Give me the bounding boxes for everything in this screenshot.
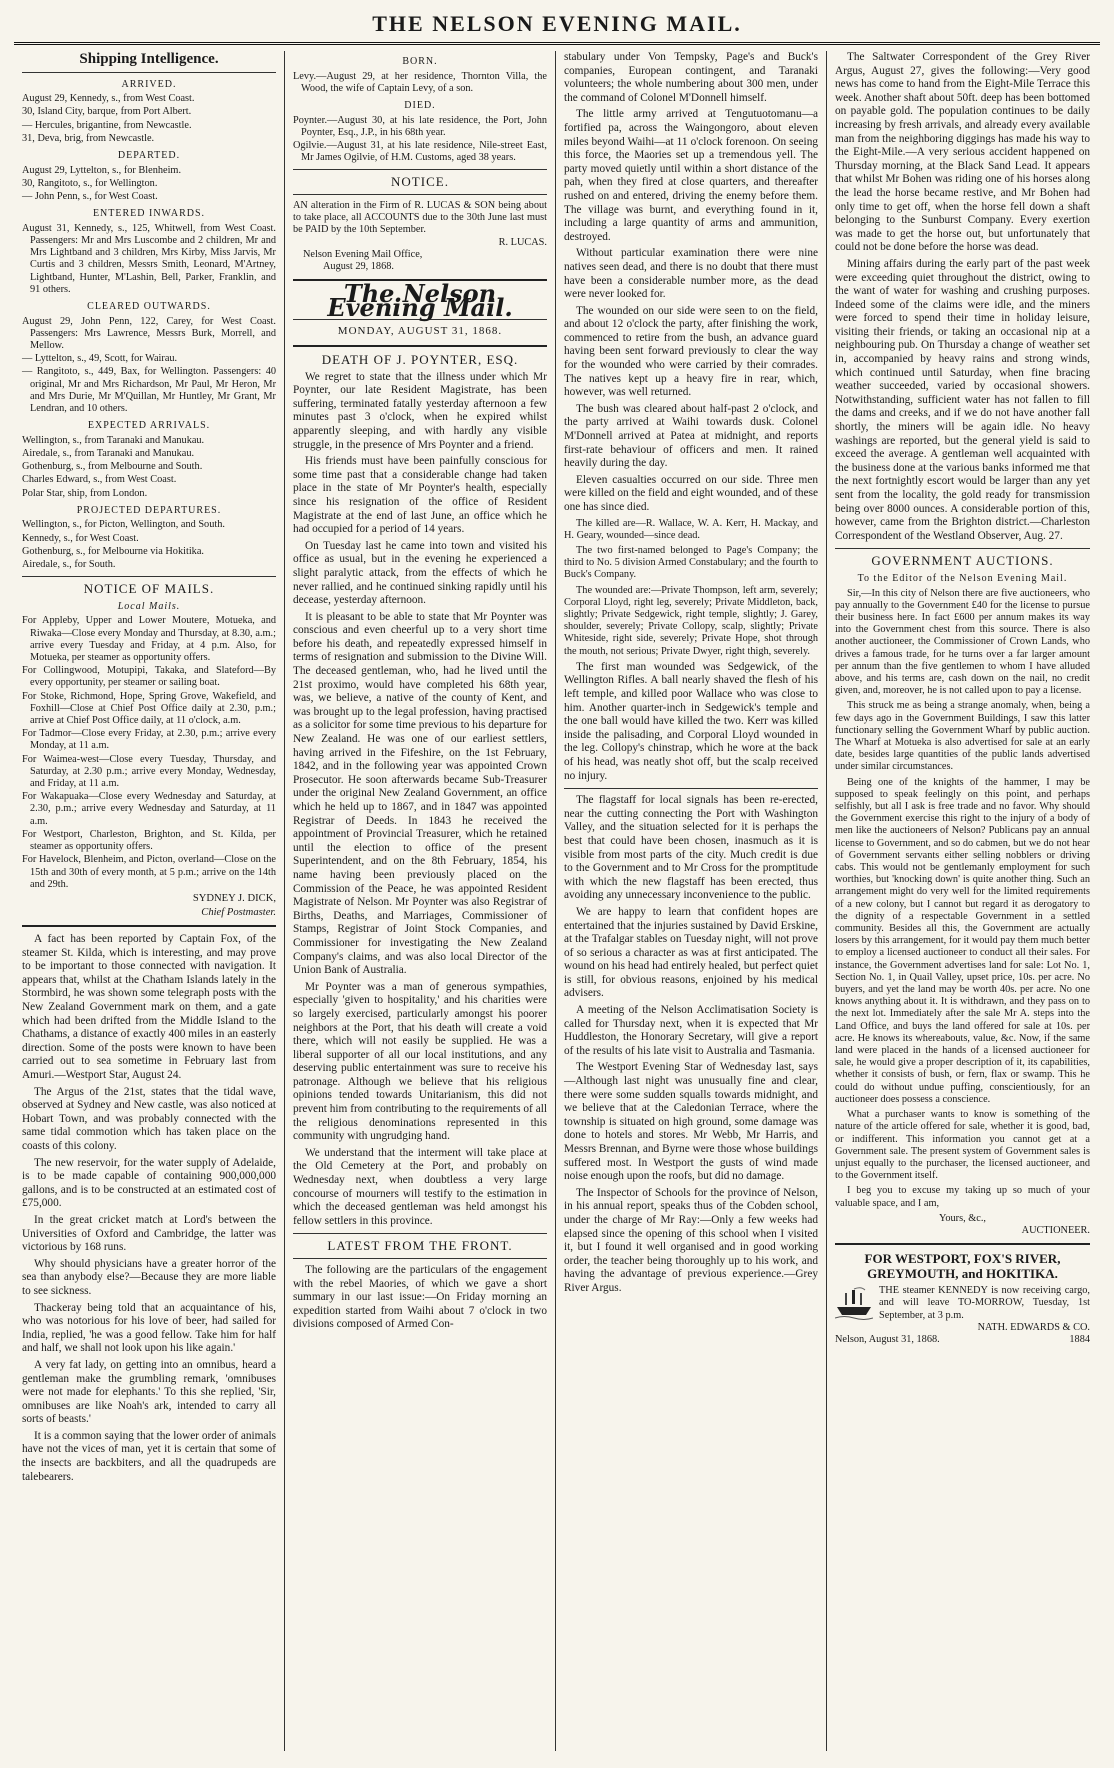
masthead: THE NELSON EVENING MAIL.: [372, 11, 742, 36]
column-3: [556, 51, 827, 1751]
expected-list: [22, 435, 276, 500]
paragraph: Eleven casualties occurred on our side. Three men were killed on the field and eight wounded, and of these one has since died.: [564, 473, 818, 513]
divider: [293, 1233, 547, 1234]
mails-title: NOTICE OF MAILS.: [83, 581, 215, 597]
divider: [293, 194, 547, 195]
died-entry: Ogilvie.—August 31, at his late residence, Nile-street East, Mr James Ogilvie, of H.M. Customs, aged 38 years.: [293, 140, 547, 164]
paragraph: The following are the particulars of the engagement with the rebel Maories, of which we gave a short summary in our last issue:—On Friday morning an expedition started from Waihi about 7 o'clock in two divisions composed of Armed Con-: [293, 1264, 547, 1331]
arrived-list: [22, 93, 276, 145]
list-item: 31, Deva, brig, from Newcastle.: [22, 132, 155, 144]
list-item: Gothenburg, s., from Melbourne and South.: [22, 461, 203, 473]
mails-signature: SYDNEY J. DICK,: [192, 892, 276, 904]
paragraph: Why should physicians have a greater horror of the sea than anybody else?—Because they are more liable to see sickness.: [22, 1257, 276, 1297]
casualty-list: The killed are—R. Wallace, W. A. Kerr, H. Mackay, and H. Geary, wounded—since dead.: [564, 517, 818, 541]
list-item: Gothenburg, s., for Melbourne via Hokitika.: [22, 545, 204, 557]
paragraph: A fact has been reported by Captain Fox, of the steamer St. Kilda, which is interesting, and may prove to be important to those connected with navigation. It appears that, whilst at the Chatham Islands lately in the Stormbird, he was shown some telegraph posts with the New Zealand Government mark on them, and a gate which had been drifted from the Middle Island to the Chathams, a distance of exactly 400 miles in an easterly direction. Some of the posts were known to have been carried out to sea sometime in February last from Amuri.—Westport Star, August 24.: [22, 933, 276, 1082]
projected-title: PROJECTED DEPARTURES.: [76, 504, 222, 516]
list-item: Polar Star, ship, from London.: [22, 487, 148, 499]
born-entry: Levy.—August 29, at her residence, Thornton Villa, the Wood, the wife of Captain Levy, of a son.: [293, 70, 547, 94]
letter-paragraph: What a purchaser wants to know is something of the nature of the article offered for sale, whether it is good, bad, or indifferent. This information you cannot get at a Government sale. The present system of Government sales is unjust equally to the purchaser, the licensed auctioneer, and to the Government itself.: [835, 1109, 1090, 1182]
letter-paragraph: Being one of the knights of the hammer, I may be supposed to speak feelingly on this point, and perhaps selfishly, but all I ask is free trade and no favor. Why should the Government exercise this right to the injury of a body of men like the auctioneers of Nelson? Publicans pay an annual license to Government, and so do cabmen, but we do not hear of Government servants either selling nobblers or driving cabs. This would not be gentlemanly employment for such worthies, but 'knocking down' is quite another thing. Such an arrangement might do very well for the limited requirements of a new colony, but I cannot but regard it as derogatory to the dignity of a respectable Government in a settled community. Besides all this, the Government are actually losers by this arrangement, for it would pay them much better to employ a licensed auctioneer to conduct all their sales. For instance, the Government advertises land for sale: Lot No. 1, Section No. 1, in Quail Valley, upset price, 10s. per acre. No buyers, and yet the land may be worth 40s. per acre. No one knows anything about it. It is withdrawn, and they pass on to the next lot. Immediately after the sale Mr A. steps into the Land Office, and buys the land offered for sale at 10s. per acre. He knows its whereabouts, value, &c. Now, if the same land were placed in the hands of a licensed auctioneer for sale, he would give a proper description of it, its capabilities, whether it consists of bush, or fern, flax or swamp. This he could do without undue puffing, conscientiously, for an auctioneer does possess a conscience.: [835, 776, 1090, 1105]
auctions-title: GOVERNMENT AUCTIONS.: [871, 553, 1054, 569]
paragraph: The first man wounded was Sedgewick, of the Wellington Rifles. A ball nearly shaved the flesh of his left temple, and killed poor Wallace who was close to him. Another quarter-inch in Sedgewick's temple and the one ball would have killed the two. Kerr was killed inside the palisading, and Corporal Lloyd wounded in the leg. Collopy's chinstrap, which he wore at the back of his head, was neatly shot off, but the scalp received no injury.: [564, 660, 818, 782]
column-1: [14, 51, 285, 1751]
ad-title: FOR WESTPORT, FOX'S RIVER, GREYMOUTH, and HOKITIKA.: [864, 1251, 1061, 1282]
died-entry: Poynter.—August 30, at his late residence, the Port, John Poynter, Esq., J.P., in his 68th year.: [293, 114, 547, 138]
paper-title: The Nelson Evening Mail.: [327, 279, 513, 322]
paragraph: A very fat lady, on getting into an omnibus, heard a gentleman make the grumbling remark, 'omnibuses were not made for elephants.' To this she replied, 'Sir, omnibuses are like Noah's ark, intended to carry all sorts of beasts.': [22, 1358, 276, 1426]
ad-place: Nelson, August 31, 1868.: [835, 1333, 940, 1345]
arrived-title: ARRIVED.: [121, 78, 177, 90]
list-item: — Rangitoto, s., 449, Bax, for Wellington. Passengers: 40 original, Mr and Mrs Richardson, Mr Paul, Mr Heron, Mr and Mrs Durie, Mr M'Quillan, Mr Huntley, Mr Grant, Mr Lendran, and 10 others.: [22, 366, 276, 415]
columns: [14, 51, 1100, 1751]
casualty-list: The two first-named belonged to Page's Company; the third to No. 5 division Armed Constabulary; and the fourth to Buck's Company.: [564, 545, 818, 581]
notice-text: AN alteration in the Firm of R. LUCAS & SON being about to take place, all ACCOUNTS due to the 30th June last must be PAID by the 10th September.: [293, 200, 547, 236]
ad-signature: NATH. EDWARDS & CO.: [977, 1321, 1090, 1333]
divider: [564, 788, 818, 789]
column-2: [285, 51, 556, 1751]
cleared-title: CLEARED OUTWARDS.: [87, 301, 211, 313]
auctions-to: To the Editor of the Nelson Evening Mail.: [857, 572, 1068, 584]
paragraph: His friends must have been painfully conscious for some time past that a considerable change had taken place in the state of Mr Poynter's health, especially since his resignation of the office of Resident Magistrate at the end of last June, an office which he had occupied for a period of 14 years.: [293, 455, 547, 536]
paragraph: Thackeray being told that an acquaintance of his, who was notorious for his love of beer, had sailed for India, replied, 'he was a good fellow. Take him for half and half, we shall not look upon his like again.': [22, 1301, 276, 1355]
list-item: Wellington, s., from Taranaki and Manukau.: [22, 434, 205, 446]
entered-title: ENTERED INWARDS.: [92, 208, 206, 220]
mails-list: [22, 615, 276, 890]
list-item: 30, Rangitoto, s., for Wellington.: [22, 177, 158, 189]
list-item: Wellington, s., for Picton, Wellington, and South.: [22, 519, 225, 531]
list-item: — Hercules, brigantine, from Newcastle.: [22, 119, 192, 131]
list-item: — Lyttelton, s., 49, Scott, for Wairau.: [22, 353, 178, 365]
paragraph: The wounded on our side were seen to on the field, and about 12 o'clock the party, after finishing the work, commenced to retire from the bush, an advance guard having been sent forward previously to clear the way for the wounded who were carried by their comrades. The natives kept up a heavy fire in rear, which, however, was well returned.: [564, 304, 818, 399]
notice-title: NOTICE.: [391, 174, 449, 190]
article-title: DEATH OF J. POYNTER, ESQ.: [321, 352, 519, 367]
born-title: BORN.: [402, 56, 438, 67]
paragraph: The Westport Evening Star of Wednesday last, says—Although last night was unusually fine and clear, there were some sudden squalls towards midnight, and we believe that at the Caledonian Terrace, where the township is situated on high ground, some damage was done to hotels and stores. Mr Webb, Mr Harris, and Messrs Brennan, and Byrne were those whose buildings suffered most. In Westport the gusts of wind made noise enough upon the roofs, but did no damage.: [564, 1061, 818, 1183]
casualty-list: The wounded are:—Private Thompson, left arm, severely; Corporal Lloyd, right leg, severely; Private Middleton, back, slightly; Private Sedgewick, right temple, slightly; J. Garey, shoulder, severely; Private Collopy, scalp, slightly; Private Whiteside, right side, severely; Private Hope, shot through the mouth, not serious; Private Dwyer, right thigh, severely.: [564, 584, 818, 657]
paragraph: Without particular examination there were nine natives seen dead, and there is no doubt that there must have been a considerable number more, as the dead were never looked for.: [564, 247, 818, 301]
ad-body: [835, 1285, 1090, 1322]
masthead-rule: [14, 42, 1100, 45]
paragraph: In the great cricket match at Lord's between the Universities of Oxford and Cambridge, the latter was victorious by 168 runs.: [22, 1213, 276, 1254]
list-item: Airedale, s., from Taranaki and Manukau.: [22, 448, 195, 460]
paragraph: The new reservoir, for the water supply of Adelaide, is to be made capable of containing 900,000,000 gallons, and is to be constructed at an estimated cost of £75,000.: [22, 1156, 276, 1210]
divider: [293, 345, 547, 347]
list-item: For Tadmor—Close every Friday, at 2.30, p.m.; arrive every Monday, at 11 a.m.: [22, 728, 276, 752]
list-item: Kennedy, s., for West Coast.: [22, 532, 139, 544]
divider: [22, 925, 276, 927]
list-item: For Havelock, Blenheim, and Picton, overland—Close on the 15th and 30th of every month, at 5 p.m.; arrive on the 14th and 29th.: [22, 854, 276, 890]
list-item: Charles Edward, s., from West Coast.: [22, 474, 177, 486]
letter-close: Yours, &c.,: [938, 1212, 986, 1224]
paragraph: The bush was cleared about half-past 2 o'clock, and the party arrived at Waihi towards dusk. Colonel M'Donnell arrived at Patea at midnight, and reports first-rate behaviour of officers and men. It rained heavily during the day.: [564, 402, 818, 470]
ad-number: 1884: [1069, 1333, 1090, 1345]
expected-title: EXPECTED ARRIVALS.: [87, 420, 211, 432]
column-4: [827, 51, 1098, 1751]
list-item: August 29, Kennedy, s., from West Coast.: [22, 93, 195, 105]
notice-signature: R. LUCAS.: [498, 236, 547, 248]
paragraph: A meeting of the Nelson Acclimatisation Society is called for Thursday next, when it is expected that Mr Huddleston, the Honorary Secretary, will give a report of the results of his late visit to Australia and Tasmania.: [564, 1004, 818, 1057]
paragraph: The little army arrived at Tengutuotomanu—a fortified pa, across the Waingongoro, about eleven miles beyond Waihi—at 11 o'clock forenoon. On seeing this force, the Maories set up a tremendous yell. The party moved quietly until within a short distance of the pah, when they fired at close quarters, and thereafter rushed on and entered, driving the enemy before them. The village was burnt, and everything found in it, including a large quantity of arms and ammunition, destroyed.: [564, 108, 818, 243]
paragraph: Mining affairs during the early part of the past week were exceeding quiet throughout the district, owing to the want of water for washing and crushing purposes. Indeed some of the claims were idle, and the miners were forced to spend their time in holiday leisure, visiting their friends, or taking an occasional nip at a neighbouring pub. On Thursday a change of weather set in, accompanied by heavy rains and strong winds, which continued until Saturday, when fine bracing weather succeeded, varied by occasional showers. Notwithstanding, sufficient water has not fallen to fill the dams and creeks, and if we do not have another fall shortly, the miners will be again idle. No heavy washings are reported, but the general yield is said to exceed the average. A gentleman well acquainted with the business done at the various banks informed me that the next fortnightly escort would be larger than any yet sent from the locality, the gold ready for transmission being over 8000 ounces. A considerable portion of this, however, came from the Brighton district.—Charleston Correspondent of the Westland Observer, Aug. 27.: [835, 257, 1090, 542]
paragraph: We regret to state that the illness under which Mr Poynter, our late Resident Magistrate, has been suffering, terminated fatally yesterday afternoon a few minutes past 3 o'clock, when he expired whilst apparently sleeping, and with hardly any visible struggle, in the presence of Mrs Poynter and a friend.: [293, 370, 547, 451]
list-item: August 29, John Penn, 122, Carey, for West Coast. Passengers: Mrs Lawrence, Messrs Burk, Morrell, and Mellow.: [22, 315, 276, 352]
paragraph: We understand that the interment will take place at the Old Cemetery at the Port, and probably on Wednesday next, when doubtless a very large concourse of mourners will testify to the estimation in which the deceased gentleman was held amongst his fellow settlers in this province.: [293, 1146, 547, 1227]
paragraph: The Inspector of Schools for the province of Nelson, in his annual report, speaks thus of the Cobden school, under the charge of Mr Ray:—Only a few weeks had elapsed since the opening of this school when I visited it, but I found it well organised and in good working order, the teacher being thoroughly up to his work, and having the advantage of previous experience.—Grey River Argus.: [564, 1186, 818, 1294]
paragraph: It is a common saying that the lower order of animals have not the vices of man, yet it is certain that some of the insects are backbiters, and all the quadrupeds are talebearers.: [22, 1429, 276, 1483]
divider: [22, 576, 276, 577]
mails-signature-title: Chief Postmaster.: [201, 906, 276, 918]
entered-text: August 31, Kennedy, s., 125, Whitwell, from West Coast. Passengers: Mr and Mrs Luscombe and 2 children, Mr and Mrs Lightband and 3 children, Mrs Kirby, Miss Jarvis, Mr Curtis and 3 children, Messrs Smith, Leonard, M'Artney, Lightband, Hunter, M'Lashin, Bell, Parker, Franklin, and 91 others.: [22, 222, 276, 295]
paragraph: On Tuesday last he came into town and visited his office as usual, but in the evening he experienced a slight paralytic attack, from the effects of which he never rallied, and he continued sinking rapidly until his decease, yesterday afternoon.: [293, 539, 547, 607]
list-item: For Wakapuaka—Close every Wednesday and Saturday, at 2.30, p.m.; arrive every Wednesday and Saturday, at 11 a.m.: [22, 791, 276, 827]
divider: [835, 1243, 1090, 1245]
notice-date: August 29, 1868.: [323, 261, 394, 273]
cleared-list: [22, 316, 276, 416]
front-title: LATEST FROM THE FRONT.: [327, 1238, 513, 1254]
list-item: Airedale, s., for South.: [22, 559, 116, 571]
list-item: August 29, Lyttelton, s., for Blenheim.: [22, 164, 182, 176]
departed-list: [22, 165, 276, 204]
paragraph: We are happy to learn that confident hopes are entertained that the injuries sustained by David Erskine, at the Trafalgar stables on Tuesday night, will not prove of so serious a character as was at first anticipated. The wound on his head had entirely healed, but perfect quiet is still, for obvious reasons, enjoined by his medical advisers.: [564, 905, 818, 1000]
list-item: For Westport, Charleston, Brighton, and St. Kilda, per steamer as opportunity offers.: [22, 828, 276, 853]
ad-footer: [835, 1334, 1090, 1346]
notice-place: Nelson Evening Mail Office,: [303, 248, 423, 260]
shipping-title: Shipping Intelligence.: [79, 51, 219, 67]
list-item: For Waimea-west—Close every Tuesday, Thursday, and Saturday, at 2.30 p.m.; arrive every Monday, Wednesday, and Friday, at 11 a.m.: [22, 753, 276, 790]
paragraph: It is pleasant to be able to state that Mr Poynter was conscious and even cheerful up to a very short time before his death, and repeatedly expressed himself in terms of resignation and submission to the Divine Will. The deceased gentleman, who, had he lived until the 21st proximo, would have completed his 68th year, was, we believe, a native of the county of Kent, and was brought up to the legal profession, having practised as a solicitor for some time previous to his departure for New Zealand. He was one of our earliest settlers, having arrived in the Fifeshire, on the 1st February, 1842, and in the following year was appointed Crown Prosecutor. He soon afterwards became Sub-Treasurer under the original New Zealand Government, an office which he held up to 1867, and in 1847 was appointed Registrar of Deeds. In 1843 he received the appointment of Provincial Treasurer, which he retained until the election to office of the present Superintendent, and on the 8th February, 1854, his name having been previously placed on the Commission of the Peace, he was appointed Resident Magistrate of Nelson. Mr Poynter was also Registrar of Births, Deaths, and Marriages, Commissioner of Stamps, Registrar of Joint Stock Companies, and Commissioner for investigating the New Zealand Company's claims, and was also local Director of the Union Bank of Australia.: [293, 610, 547, 977]
paragraph: stabulary under Von Tempsky, Page's and Buck's companies, European contingent, and Taranaki volunteers; the whole numbering about 300 men, under the command of Colonel M'Donnell himself.: [564, 51, 818, 104]
list-item: — John Penn, s., for West Coast.: [22, 191, 158, 202]
died-title: DIED.: [404, 100, 436, 111]
projected-list: [22, 519, 276, 571]
paragraph: Mr Poynter was a man of generous sympathies, especially 'given to hospitality,' and his charities were so largely exercised, particularly amongst his poorer neighbors at the Port, that his death will create a void there, which will not easily be supplied. He was a liberal supporter of all our local institutions, and any deserving public entertainment was sure to receive his patronage. Although we believe that his religious opinions tended towards Unitarianism, this did not prevent him from contributing to the requirements of all the religious denominations represented in this community with ungrudging hand.: [293, 980, 547, 1143]
paragraph: The Saltwater Correspondent of the Grey River Argus, August 27, gives the following:—Very good news has come to hand from the Eight-Mile Terrace this week. Another shaft about 50ft. deep has been bottomed on payable gold. The population continues to be daily increasing by fresh arrivals, and already every available man from the neighboring diggings has made his way to the Eight-Mile.—A very serious accident happened on Thursday morning, at the Black Sand Lead. It appears that whilst Mr Bohen was riding one of his horses along the lead the horse became restive, and Mr Bohen had only time to get off, when the horse fell down a shaft belonging to the Sunburst Company. Every exertion was made to get the horse out, but unfortunately that could not be done before the horse was dead.: [835, 51, 1090, 254]
list-item: For Appleby, Upper and Lower Moutere, Motueka, and Riwaka—Close every Monday and Thursday, at 8.30, a.m.; arrive every Tuesday and Friday, at 4 p.m. Also, for Motueka, per steamer as opportunity offers.: [22, 615, 276, 664]
letter-signature: AUCTIONEER.: [1021, 1224, 1090, 1236]
divider: [835, 548, 1090, 549]
list-item: 30, Island City, barque, from Port Albert.: [22, 106, 192, 118]
letter-paragraph: I beg you to excuse my taking up so much of your valuable space, and I am,: [835, 1185, 1090, 1209]
list-item: For Stoke, Richmond, Hope, Spring Grove, Wakefield, and Foxhill—Close at Chief Post Office daily at 2.30, p.m.; arrive at Chief Post Office daily, at 11 o'clock, a.m.: [22, 690, 276, 727]
letter-paragraph: Sir,—In this city of Nelson there are five auctioneers, who pay annually to the Government £40 for the license to pursue their business here. In fact £600 per annum makes its way into the Government chest from this source. There is also another auctioneer, the Commissioner of Crown Lands, who drives a famous trade, for he turns over a far larger amount per annum than the five gentlemen to whom I have alluded above, and his terms are, cash down on the nail, no credit given, and, moreover, he is not called upon to pay a license.: [835, 587, 1090, 697]
departed-title: DEPARTED.: [117, 150, 181, 161]
paragraph: The Argus of the 21st, states that the tidal wave, observed at Sydney and New castle, was also noticed at Hobart Town, and was probably connected with the same tidal commotion which has taken place on the coasts of this colony.: [22, 1085, 276, 1152]
list-item: For Collingwood, Motupipi, Takaka, and Slateford—By every opportunity, per steamer or sailing boat.: [22, 665, 276, 689]
divider: [293, 1258, 547, 1259]
ad-text: THE steamer KENNEDY is now receiving cargo, and will leave TO-MORROW, Tuesday, 1st September, at 3 p.m.: [879, 1285, 1090, 1321]
paragraph: The flagstaff for local signals has been re-erected, near the cutting connecting the Port with Washington Valley, and the situation selected for it is perhaps the best that could have been chosen, inasmuch as it is visible from most parts of the city. Much credit is due to the Government and to Mr Cross for the promptitude with which the new flagstaff has been erected, thus avoiding any unnecessary inconvenience to the public.: [564, 794, 818, 902]
divider: [22, 72, 276, 73]
letter-paragraph: This struck me as being a strange anomaly, when, being a few days ago in the Government Buildings, I saw this latter functionary selling the Government Wharf by public auction. The Wharf at Motueka is also advertised for sale at an early date, besides large quantities of the public lands advertised under similar circumstances.: [835, 700, 1090, 773]
divider: [293, 169, 547, 170]
mails-subtitle: Local Mails.: [117, 600, 181, 612]
dateline: MONDAY, AUGUST 31, 1868.: [337, 325, 503, 338]
steamer-icon: [835, 1287, 873, 1321]
